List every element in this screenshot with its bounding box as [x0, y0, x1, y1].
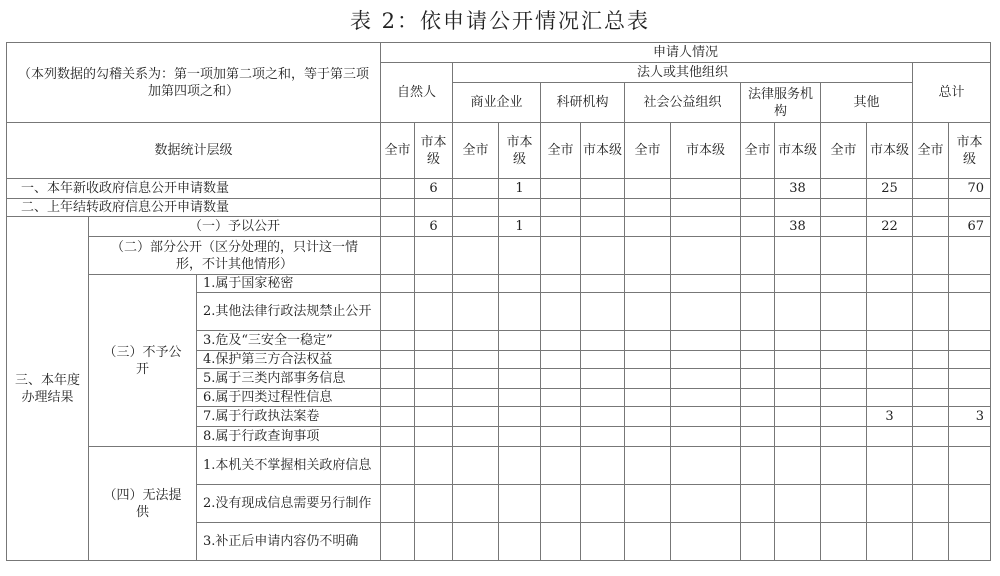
table-cell-value — [453, 369, 499, 389]
table-cell-value — [775, 523, 821, 561]
table-cell-value: 6 — [415, 217, 453, 237]
table-cell-value — [625, 427, 671, 447]
table-cell-value — [541, 407, 581, 427]
table-cell-value — [741, 369, 775, 389]
table-cell-value — [453, 331, 499, 351]
table-cell-value — [581, 485, 625, 523]
table-cell-value — [453, 485, 499, 523]
table-cell-value — [913, 293, 949, 331]
table-cell-value — [821, 331, 867, 351]
sub-header-municipal: 市本级 — [775, 123, 821, 179]
table-cell-value — [949, 275, 991, 293]
sub-header-city: 全市 — [821, 123, 867, 179]
table-cell-value — [821, 179, 867, 199]
table-cell-value — [581, 199, 625, 217]
table-cell-value — [453, 293, 499, 331]
table-cell-value — [381, 427, 415, 447]
table-cell-value — [913, 331, 949, 351]
table-cell-value: 38 — [775, 179, 821, 199]
table-row — [7, 275, 991, 293]
table-cell-value — [821, 275, 867, 293]
table-cell-value — [381, 389, 415, 407]
table-cell-value — [913, 389, 949, 407]
table-cell-value — [671, 293, 741, 331]
table-cell-value — [775, 427, 821, 447]
sub-header-municipal: 市本级 — [581, 123, 625, 179]
table-cell-value — [499, 523, 541, 561]
table-cell-value — [867, 275, 913, 293]
table-cell-value — [625, 447, 671, 485]
table-cell-value: 3 — [949, 407, 991, 427]
table-cell-value — [453, 447, 499, 485]
table-cell-value — [453, 199, 499, 217]
table-cell-value — [581, 351, 625, 369]
table-cell-value — [381, 485, 415, 523]
table-cell-value — [671, 179, 741, 199]
table-cell-value — [581, 179, 625, 199]
table-cell-value — [541, 351, 581, 369]
table-cell-value — [913, 427, 949, 447]
application-summary-table — [6, 42, 991, 561]
sub-header-municipal: 市本级 — [949, 123, 991, 179]
row-label-unable-item: 3.补正后申请内容仍不明确 — [197, 523, 381, 561]
table-cell-value — [499, 331, 541, 351]
table-cell-value — [453, 389, 499, 407]
table-cell-value — [949, 199, 991, 217]
table-cell-value — [671, 331, 741, 351]
table-cell-value — [625, 389, 671, 407]
sub-header-municipal: 市本级 — [499, 123, 541, 179]
table-cell-value — [415, 485, 453, 523]
table-cell-value — [671, 275, 741, 293]
table-cell-value — [625, 199, 671, 217]
table-cell-value — [741, 523, 775, 561]
table-cell-value — [625, 275, 671, 293]
table-cell-value — [775, 237, 821, 275]
table-cell-value — [581, 369, 625, 389]
table-cell-value — [949, 237, 991, 275]
org-type-header: 其他 — [821, 83, 913, 123]
table-cell-value — [671, 369, 741, 389]
row-label-new-applications: 一、本年新收政府信息公开申请数量 — [7, 179, 381, 199]
table-row — [7, 447, 991, 485]
table-cell-value — [541, 275, 581, 293]
table-cell-value — [453, 179, 499, 199]
table-cell-value — [949, 447, 991, 485]
table-cell-value — [775, 331, 821, 351]
row-label-unable-item: 1.本机关不掌握相关政府信息 — [197, 447, 381, 485]
table-cell-value — [541, 523, 581, 561]
table-cell-value — [541, 237, 581, 275]
table-cell-value — [741, 389, 775, 407]
table-cell-value — [775, 485, 821, 523]
org-type-header: 商业企业 — [453, 83, 541, 123]
table-cell-value — [581, 447, 625, 485]
table-cell-value — [625, 369, 671, 389]
table-cell-value — [671, 199, 741, 217]
table-cell-value — [541, 447, 581, 485]
sub-header-city: 全市 — [381, 123, 415, 179]
table-cell-value — [949, 389, 991, 407]
table-cell-value — [741, 275, 775, 293]
stat-level-header: 数据统计层级 — [7, 123, 381, 179]
table-cell-value — [741, 293, 775, 331]
table-cell-value — [541, 179, 581, 199]
table-cell-value — [821, 389, 867, 407]
table-cell-value — [867, 351, 913, 369]
table-cell-value — [581, 523, 625, 561]
table-cell-value — [671, 447, 741, 485]
table-cell-value — [821, 237, 867, 275]
table-cell-value — [415, 389, 453, 407]
table-cell-value — [453, 523, 499, 561]
table-cell-value — [867, 331, 913, 351]
table-cell-value — [381, 237, 415, 275]
table-cell-value — [775, 199, 821, 217]
table-cell-value — [949, 331, 991, 351]
table-cell-value — [867, 369, 913, 389]
table-cell-value — [499, 389, 541, 407]
table-cell-value — [381, 293, 415, 331]
table-cell-value — [625, 485, 671, 523]
table-cell-value: 22 — [867, 217, 913, 237]
table-cell-value — [913, 237, 949, 275]
table-cell-value — [381, 217, 415, 237]
table-cell-value — [913, 485, 949, 523]
table-cell-value — [453, 427, 499, 447]
table-cell-value — [581, 427, 625, 447]
table-cell-value — [415, 427, 453, 447]
table-cell-value — [775, 407, 821, 427]
table-cell-value — [913, 217, 949, 237]
sub-header-city: 全市 — [541, 123, 581, 179]
table-cell-value — [453, 275, 499, 293]
table-cell-value — [453, 217, 499, 237]
table-cell-value — [775, 351, 821, 369]
row-label-disclosed: （一）予以公开 — [89, 217, 381, 237]
table-cell-value — [581, 275, 625, 293]
table-cell-value — [741, 237, 775, 275]
table-cell-value — [741, 427, 775, 447]
sub-header-city: 全市 — [625, 123, 671, 179]
table-cell-value — [913, 275, 949, 293]
table-cell-value — [541, 331, 581, 351]
table-cell-value — [867, 199, 913, 217]
row-label-not-disclosed-item: 2.其他法律行政法规禁止公开 — [197, 293, 381, 331]
table-cell-value — [415, 447, 453, 485]
row-label-carried-over: 二、上年结转政府信息公开申请数量 — [7, 199, 381, 217]
table-cell-value — [381, 199, 415, 217]
table-cell-value — [541, 369, 581, 389]
table-cell-value — [913, 523, 949, 561]
table-cell-value — [821, 407, 867, 427]
table-cell-value — [671, 237, 741, 275]
row-label-not-disclosed-item: 7.属于行政执法案卷 — [197, 407, 381, 427]
section-label-results: 三、本年度办理结果 — [7, 217, 89, 561]
table-cell-value — [867, 427, 913, 447]
table-cell-value — [913, 199, 949, 217]
row-label-not-disclosed-item: 3.危及“三安全一稳定” — [197, 331, 381, 351]
table-cell-value — [381, 351, 415, 369]
table-cell-value — [415, 407, 453, 427]
table-cell-value — [741, 485, 775, 523]
table-cell-value — [541, 293, 581, 331]
table-cell-value: 1 — [499, 179, 541, 199]
table-cell-value — [499, 351, 541, 369]
table-cell-value — [671, 351, 741, 369]
table-cell-value — [415, 331, 453, 351]
table-cell-value — [671, 427, 741, 447]
org-type-header: 法律服务机构 — [741, 83, 821, 123]
table-cell-value — [867, 523, 913, 561]
table-cell-value — [381, 369, 415, 389]
table-cell-value — [671, 217, 741, 237]
table-cell-value — [415, 293, 453, 331]
table-cell-value — [821, 351, 867, 369]
table-row — [7, 217, 991, 237]
table-cell-value — [625, 523, 671, 561]
table-cell-value — [867, 293, 913, 331]
table-cell-value — [541, 485, 581, 523]
table-cell-value — [741, 199, 775, 217]
table-cell-value — [775, 447, 821, 485]
table-cell-value — [499, 293, 541, 331]
table-cell-value — [625, 293, 671, 331]
table-cell-value — [541, 389, 581, 407]
table-cell-value — [499, 485, 541, 523]
table-cell-value — [867, 237, 913, 275]
table-cell-value — [581, 217, 625, 237]
row-label-not-disclosed-item: 5.属于三类内部事务信息 — [197, 369, 381, 389]
table-cell-value — [949, 523, 991, 561]
table-cell-value — [381, 407, 415, 427]
table-cell-value — [381, 523, 415, 561]
natural-person-header: 自然人 — [381, 63, 453, 123]
table-cell-value — [821, 523, 867, 561]
table-cell-value — [741, 331, 775, 351]
row-label-unable-item: 2.没有现成信息需要另行制作 — [197, 485, 381, 523]
row-label-not-disclosed-item: 1.属于国家秘密 — [197, 275, 381, 293]
table-cell-value — [381, 179, 415, 199]
table-cell-value — [581, 237, 625, 275]
legal-entity-header: 法人或其他组织 — [453, 63, 913, 83]
group-label-not-disclosed: （三）不予公开 — [89, 275, 197, 447]
table-cell-value — [671, 389, 741, 407]
table-cell-value — [453, 351, 499, 369]
table-cell-value — [541, 427, 581, 447]
table-cell-value — [625, 331, 671, 351]
table-cell-value — [581, 407, 625, 427]
table-cell-value — [913, 351, 949, 369]
table-cell-value — [499, 275, 541, 293]
sub-header-city: 全市 — [913, 123, 949, 179]
total-header: 总计 — [913, 63, 991, 123]
table-cell-value — [625, 217, 671, 237]
table-cell-value: 25 — [867, 179, 913, 199]
table-cell-value — [741, 217, 775, 237]
table-cell-value — [415, 275, 453, 293]
table-cell-value: 70 — [949, 179, 991, 199]
table-cell-value — [671, 523, 741, 561]
table-cell-value — [671, 485, 741, 523]
row-label-partially-disclosed: （二）部分公开（区分处理的，只计这一情形，不计其他情形） — [89, 237, 381, 275]
row-label-not-disclosed-item: 4.保护第三方合法权益 — [197, 351, 381, 369]
table-cell-value — [453, 237, 499, 275]
table-cell-value — [821, 447, 867, 485]
table-cell-value — [625, 179, 671, 199]
table-cell-value — [625, 351, 671, 369]
table-cell-value — [415, 199, 453, 217]
sub-header-municipal: 市本级 — [671, 123, 741, 179]
row-label-not-disclosed-item: 6.属于四类过程性信息 — [197, 389, 381, 407]
table-note: （本列数据的勾稽关系为：第一项加第二项之和，等于第三项加第四项之和） — [7, 43, 381, 123]
table-cell-value — [499, 237, 541, 275]
table-row — [7, 237, 991, 275]
table-row — [7, 199, 991, 217]
table-cell-value — [415, 351, 453, 369]
table-cell-value — [867, 447, 913, 485]
table-cell-value: 3 — [867, 407, 913, 427]
row-label-not-disclosed-item: 8.属于行政查询事项 — [197, 427, 381, 447]
table-cell-value — [741, 447, 775, 485]
org-type-header: 科研机构 — [541, 83, 625, 123]
table-cell-value — [625, 237, 671, 275]
table-cell-value — [581, 293, 625, 331]
applicant-situation-header: 申请人情况 — [381, 43, 991, 63]
table-cell-value: 67 — [949, 217, 991, 237]
table-cell-value — [821, 199, 867, 217]
table-cell-value — [867, 389, 913, 407]
table-cell-value — [913, 369, 949, 389]
table-cell-value — [499, 447, 541, 485]
table-cell-value — [499, 407, 541, 427]
table-cell-value — [499, 199, 541, 217]
org-type-header: 社会公益组织 — [625, 83, 741, 123]
table-cell-value — [821, 293, 867, 331]
group-label-unable-to-provide: （四）无法提供 — [89, 447, 197, 561]
table-cell-value — [581, 389, 625, 407]
table-cell-value — [821, 427, 867, 447]
table-cell-value — [581, 331, 625, 351]
sub-header-municipal: 市本级 — [867, 123, 913, 179]
table-cell-value — [949, 351, 991, 369]
table-cell-value: 6 — [415, 179, 453, 199]
table-cell-value — [949, 293, 991, 331]
table-cell-value — [821, 485, 867, 523]
table-cell-value — [541, 217, 581, 237]
table-cell-value — [821, 217, 867, 237]
table-cell-value — [913, 447, 949, 485]
table-cell-value — [625, 407, 671, 427]
table-cell-value — [741, 179, 775, 199]
table-cell-value — [415, 237, 453, 275]
table-cell-value — [671, 407, 741, 427]
table-cell-value — [775, 369, 821, 389]
table-cell-value — [741, 407, 775, 427]
table-cell-value — [949, 369, 991, 389]
table-cell-value — [821, 369, 867, 389]
table-cell-value — [541, 199, 581, 217]
table-cell-value — [415, 523, 453, 561]
table-cell-value — [741, 351, 775, 369]
table-cell-value — [499, 369, 541, 389]
table-cell-value — [381, 447, 415, 485]
table-cell-value: 1 — [499, 217, 541, 237]
table-cell-value — [949, 427, 991, 447]
table-row — [7, 179, 991, 199]
table-cell-value — [913, 179, 949, 199]
table-cell-value — [775, 389, 821, 407]
table-cell-value — [381, 331, 415, 351]
sub-header-municipal: 市本级 — [415, 123, 453, 179]
table-cell-value — [381, 275, 415, 293]
table-cell-value — [913, 407, 949, 427]
table-cell-value — [775, 293, 821, 331]
table-cell-value — [775, 275, 821, 293]
page-title: 表 2：依申请公开情况汇总表 — [349, 9, 651, 33]
sub-header-city: 全市 — [453, 123, 499, 179]
sub-header-city: 全市 — [741, 123, 775, 179]
table-cell-value — [949, 485, 991, 523]
table-cell-value — [499, 427, 541, 447]
table-cell-value — [453, 407, 499, 427]
table-cell-value — [415, 369, 453, 389]
table-cell-value — [867, 485, 913, 523]
table-cell-value: 38 — [775, 217, 821, 237]
